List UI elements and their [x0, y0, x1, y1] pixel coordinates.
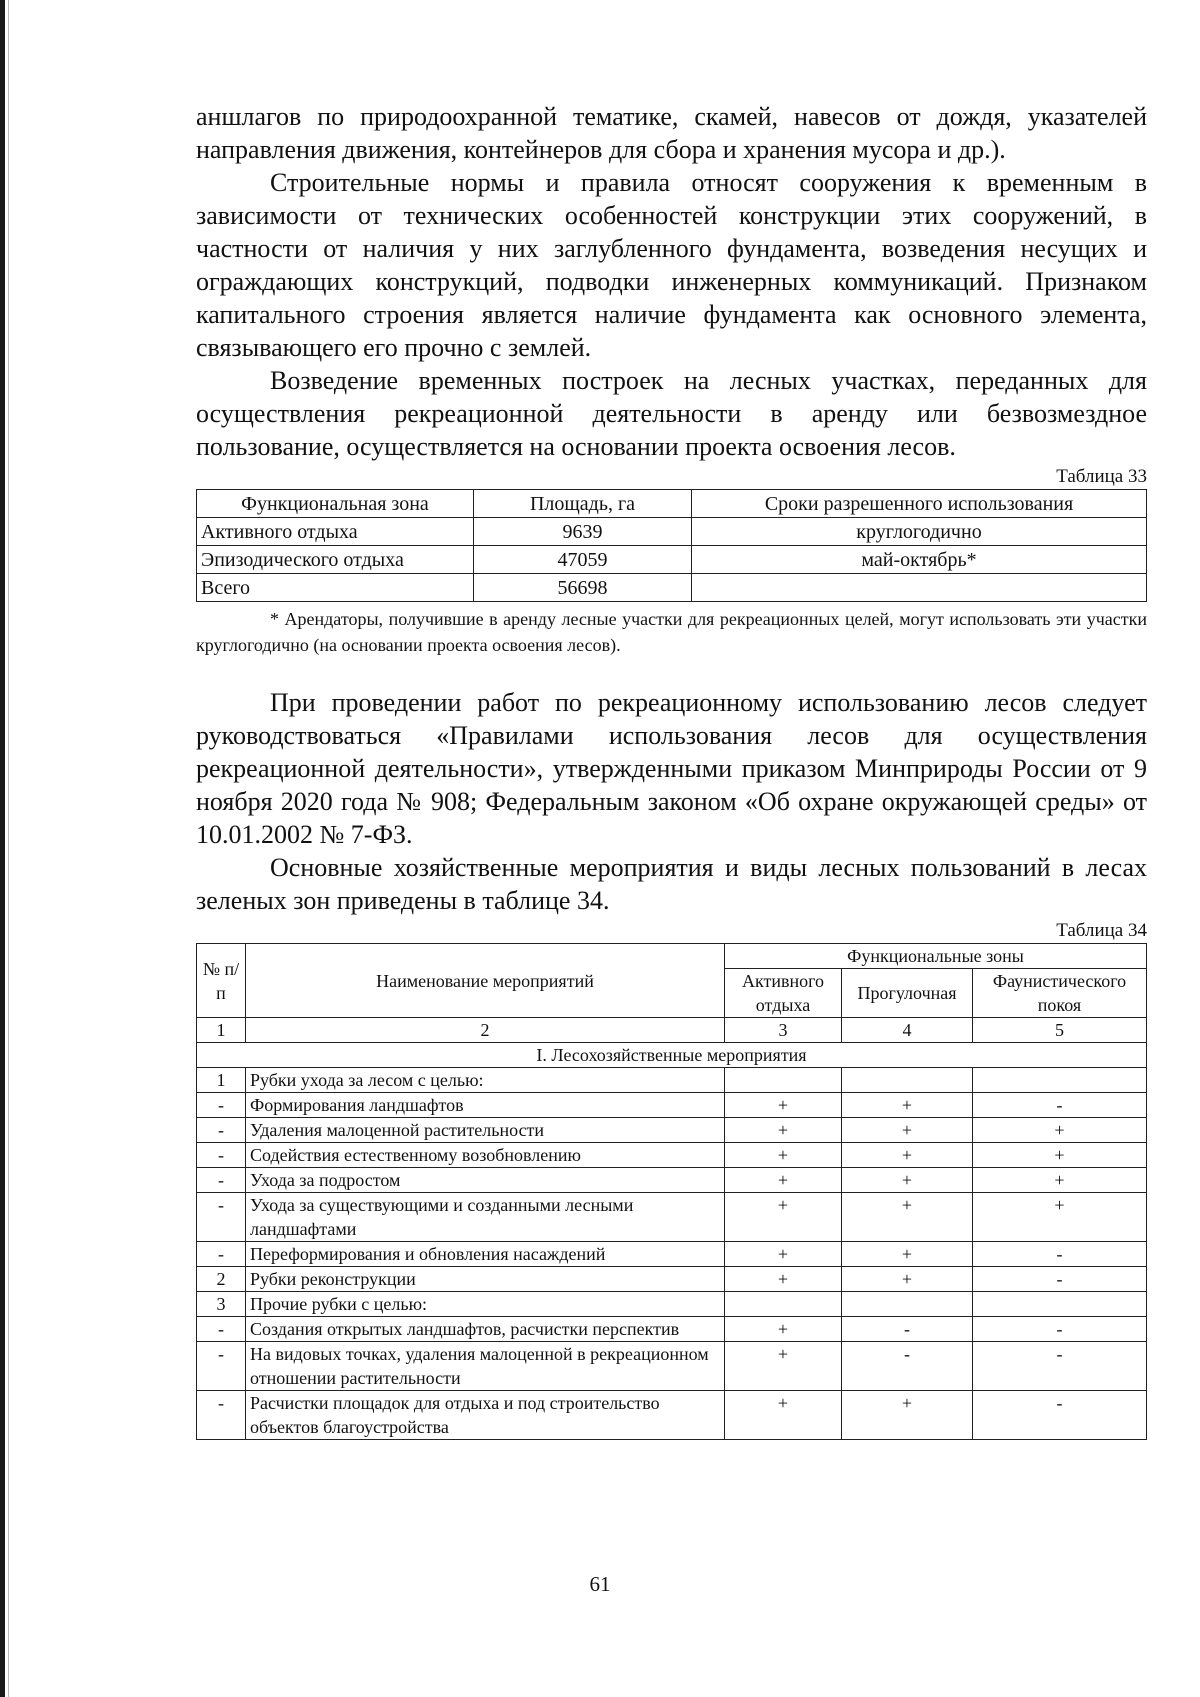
zone-walking-cell: - [842, 1342, 973, 1391]
activity-name-cell: Рубки реконструкции [246, 1267, 725, 1292]
table-body [197, 1068, 1147, 1440]
table-cell: Активного отдыха [197, 518, 474, 546]
zone-active-cell: + [725, 1093, 842, 1118]
column-number: 5 [973, 1018, 1147, 1043]
section-title: I. Лесохозяйственные мероприятия [197, 1043, 1147, 1068]
column-number-row [197, 1018, 1147, 1043]
zone-walking-cell: + [842, 1391, 973, 1440]
zone-active-cell: + [725, 1267, 842, 1292]
activity-name-cell: Рубки ухода за лесом с целью: [246, 1068, 725, 1093]
paragraph: При проведении работ по рекреационному использованию лесов следует руководствоваться «Правилами использования лесов для осуществления рекреационной деятельности», утвержденными приказом Минприроды России от 9 ноября 2020 года № 908; Федеральным законом «Об охране окружающей среды» от 10.01.2002 № 7-ФЗ. [196, 688, 1147, 849]
zone-fauna-cell: - [973, 1242, 1147, 1267]
header-cell-zone-walking: Прогулочная [842, 969, 973, 1018]
table-row [197, 574, 1147, 602]
header-cell-zone-active: Активного отдыха [725, 969, 842, 1018]
zone-walking-cell: + [842, 1242, 973, 1267]
header-cell-name: Наименование мероприятий [246, 944, 725, 1018]
table-row [197, 1317, 1147, 1342]
paragraph: Строительные нормы и правила относят сооружения к временным в зависимости от технических особенностей конструкции этих сооружений, в частности от наличия у них заглубленного фундамента, возведения несущих и ограждающих конструкций, подводки инженерных коммуникаций. Признаком капитального строения является наличие фундамента как основного элемента, связывающего его прочно с землей. [196, 168, 1147, 362]
activity-name-cell: Ухода за подростом [246, 1168, 725, 1193]
zone-walking-cell: + [842, 1267, 973, 1292]
activity-name-cell: Прочие рубки с целью: [246, 1292, 725, 1317]
section-row [197, 1043, 1147, 1068]
table-34 [196, 943, 1147, 1440]
paragraph: аншлагов по природоохранной тематике, скамей, навесов от дождя, указателей направления движения, контейнеров для сбора и хранения мусора и др.). [196, 102, 1147, 164]
paragraph: Основные хозяйственные мероприятия и виды лесных пользований в лесах зеленых зон приведены в таблице 34. [196, 853, 1147, 915]
activity-name-cell: Создания открытых ландшафтов, расчистки перспектив [246, 1317, 725, 1342]
table-row [197, 1267, 1147, 1292]
zone-active-cell [725, 1292, 842, 1317]
table-caption: Таблица 33 [1056, 466, 1147, 487]
header-cell: Площадь, га [474, 490, 692, 518]
zone-fauna-cell: - [973, 1093, 1147, 1118]
row-number-cell: - [197, 1242, 246, 1267]
table-row [197, 1168, 1147, 1193]
scan-border [0, 0, 5, 1697]
row-number-cell: - [197, 1317, 246, 1342]
header-cell-number: № п/п [197, 944, 246, 1018]
header-cell: Сроки разрешенного использования [692, 490, 1147, 518]
table-row [197, 1242, 1147, 1267]
zone-walking-cell: + [842, 1143, 973, 1168]
zone-fauna-cell: + [973, 1193, 1147, 1242]
activity-name-cell: Расчистки площадок для отдыха и под строительство объектов благоустройства [246, 1391, 725, 1440]
table-row [197, 1342, 1147, 1391]
row-number-cell: - [197, 1093, 246, 1118]
row-number-cell: - [197, 1342, 246, 1391]
activity-name-cell: Формирования ландшафтов [246, 1093, 725, 1118]
zone-active-cell: + [725, 1118, 842, 1143]
zone-active-cell: + [725, 1193, 842, 1242]
paragraph: Возведение временных построек на лесных участках, переданных для осуществления рекреационной деятельности в аренду или безвозмездное пользование, осуществляется на основании проекта освоения лесов. [196, 366, 1147, 461]
table-row [197, 1118, 1147, 1143]
zone-fauna-cell: + [973, 1118, 1147, 1143]
zone-active-cell [725, 1068, 842, 1093]
table-33 [196, 489, 1147, 602]
row-number-cell: - [197, 1391, 246, 1440]
table-caption: Таблица 34 [1056, 920, 1147, 941]
zone-active-cell: + [725, 1342, 842, 1391]
table-row [197, 1143, 1147, 1168]
zone-walking-cell: + [842, 1118, 973, 1143]
table-cell: май-октябрь* [692, 546, 1147, 574]
zone-fauna-cell: + [973, 1143, 1147, 1168]
zone-walking-cell: + [842, 1193, 973, 1242]
row-number-cell: - [197, 1168, 246, 1193]
table-row [197, 1292, 1147, 1317]
table-footnote: * Арендаторы, получившие в аренду лесные участки для рекреационных целей, могут использовать эти участки круглогодично (на основании проекта освоения лесов). [196, 609, 1147, 655]
table-cell: Всего [197, 574, 474, 602]
zone-fauna-cell: - [973, 1317, 1147, 1342]
table-cell: Эпизодического отдыха [197, 546, 474, 574]
table-row [197, 1193, 1147, 1242]
zone-active-cell: + [725, 1391, 842, 1440]
zone-fauna-cell: - [973, 1391, 1147, 1440]
zone-walking-cell [842, 1292, 973, 1317]
row-number-cell: 3 [197, 1292, 246, 1317]
zone-walking-cell [842, 1068, 973, 1093]
column-number: 4 [842, 1018, 973, 1043]
zone-walking-cell: + [842, 1093, 973, 1118]
table-row [197, 546, 1147, 574]
activity-name-cell: Ухода за существующими и созданными лесными ландшафтами [246, 1193, 725, 1242]
column-number: 2 [246, 1018, 725, 1043]
row-number-cell: - [197, 1143, 246, 1168]
table-cell: 47059 [474, 546, 692, 574]
row-number-cell: - [197, 1118, 246, 1143]
activity-name-cell: Переформирования и обновления насаждений [246, 1242, 725, 1267]
row-number-cell: 2 [197, 1267, 246, 1292]
zone-walking-cell: + [842, 1168, 973, 1193]
page-number: 61 [589, 1572, 611, 1596]
zone-active-cell: + [725, 1143, 842, 1168]
table-row [197, 1068, 1147, 1093]
document-page [196, 100, 1147, 1440]
row-number-cell: 1 [197, 1068, 246, 1093]
table-cell: 56698 [474, 574, 692, 602]
scan-border-line [8, 0, 9, 1697]
table-cell: 9639 [474, 518, 692, 546]
zone-fauna-cell: - [973, 1267, 1147, 1292]
header-cell-zone-fauna: Фаунистического покоя [973, 969, 1147, 1018]
table-row [197, 1093, 1147, 1118]
table-row [197, 518, 1147, 546]
header-cell: Функциональная зона [197, 490, 474, 518]
zone-active-cell: + [725, 1317, 842, 1342]
table-row [197, 1391, 1147, 1440]
activity-name-cell: Содействия естественному возобновлению [246, 1143, 725, 1168]
column-number: 1 [197, 1018, 246, 1043]
table-cell: круглогодично [692, 518, 1147, 546]
zone-active-cell: + [725, 1242, 842, 1267]
table-cell [692, 574, 1147, 602]
zone-fauna-cell [973, 1068, 1147, 1093]
column-number: 3 [725, 1018, 842, 1043]
activity-name-cell: На видовых точках, удаления малоценной в рекреационном отношении растительности [246, 1342, 725, 1391]
activity-name-cell: Удаления малоценной растительности [246, 1118, 725, 1143]
zone-walking-cell: - [842, 1317, 973, 1342]
table-header-row [197, 944, 1147, 969]
zone-fauna-cell [973, 1292, 1147, 1317]
zone-fauna-cell: - [973, 1342, 1147, 1391]
header-cell-zones: Функциональные зоны [725, 944, 1147, 969]
row-number-cell: - [197, 1193, 246, 1242]
table-header-row [197, 490, 1147, 518]
zone-active-cell: + [725, 1168, 842, 1193]
zone-fauna-cell: + [973, 1168, 1147, 1193]
